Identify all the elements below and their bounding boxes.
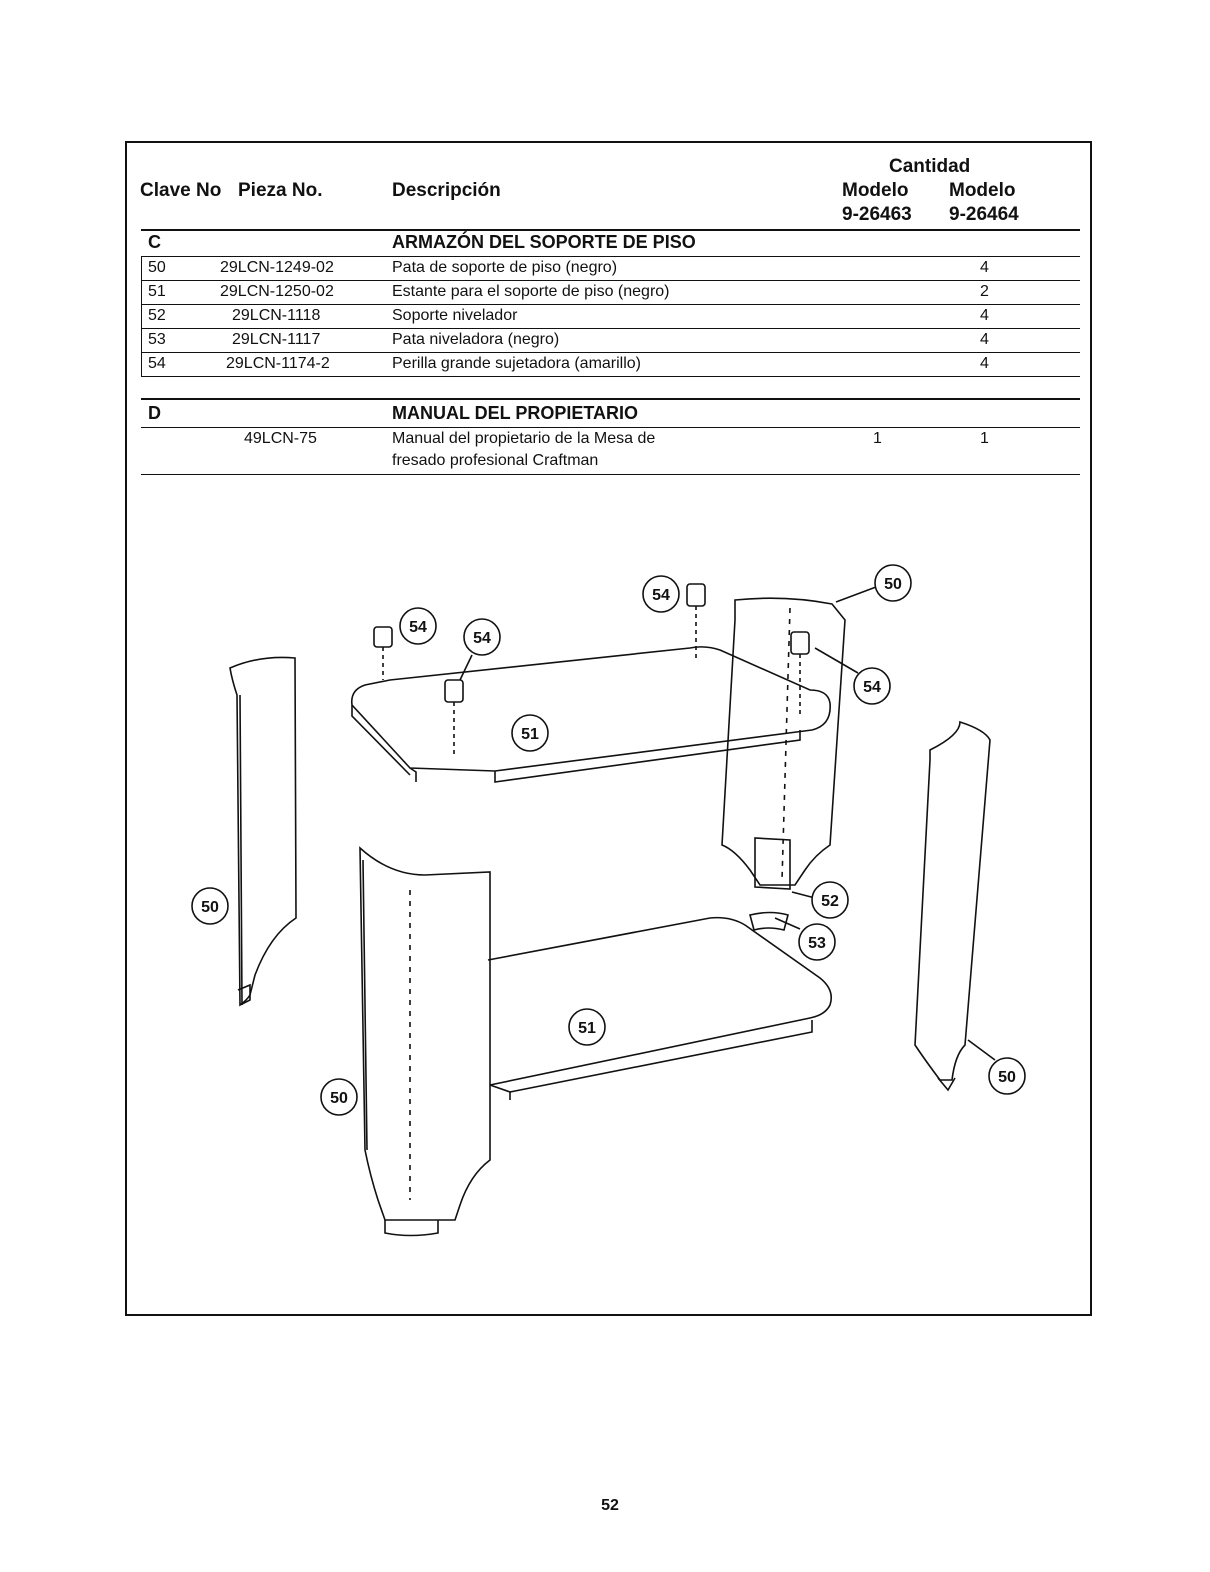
table-row-pieza: 29LCN-1174-2	[226, 355, 330, 372]
table-row-qty-a: 1	[873, 430, 882, 447]
callout-54-label: 54	[409, 619, 427, 636]
table-row-qty-b: 4	[980, 307, 989, 324]
page-number: 52	[601, 1497, 619, 1514]
callout-52-label: 52	[821, 893, 839, 910]
table-row-pieza: 29LCN-1118	[232, 307, 321, 324]
section-d-title: MANUAL DEL PROPIETARIO	[392, 403, 639, 423]
callout-50-label: 50	[998, 1069, 1016, 1086]
callout-54-label: 54	[652, 587, 670, 604]
section-c-key: C	[148, 232, 161, 252]
callout-51-label: 51	[578, 1020, 596, 1037]
cantidad-header: Cantidad	[889, 156, 971, 177]
table-row-clave: 52	[148, 307, 166, 324]
table-row-qty-b: 2	[980, 283, 989, 300]
descripcion-header: Descripción	[392, 180, 501, 201]
callout-50-label: 50	[884, 576, 902, 593]
table-row-pieza: 49LCN-75	[244, 430, 317, 447]
modelo-a-number: 9-26463	[842, 204, 912, 225]
modelo-b-number: 9-26464	[949, 204, 1019, 225]
table-row-pieza: 29LCN-1250-02	[220, 283, 334, 300]
table-row-clave: 53	[148, 331, 166, 348]
knob-drawings	[374, 584, 809, 755]
section-d-key: D	[148, 403, 161, 423]
table-row-qty-b: 4	[980, 355, 989, 372]
table-row-desc: Perilla grande sujetadora (amarillo)	[392, 355, 642, 372]
modelo-b-header: Modelo	[949, 180, 1016, 201]
lower-shelf-drawing	[488, 918, 831, 1100]
table-row-desc: Soporte nivelador	[392, 307, 518, 324]
callout-54-label: 54	[473, 630, 491, 647]
table-row-pieza: 29LCN-1117	[232, 331, 321, 348]
table-row-qty-b: 4	[980, 331, 989, 348]
left-leg-drawing	[230, 657, 296, 1005]
callout-54-label: 54	[863, 679, 881, 696]
table-row-qty-b: 4	[980, 259, 989, 276]
callout-50-label: 50	[330, 1090, 348, 1107]
table-row-desc: Estante para el soporte de piso (negro)	[392, 283, 670, 300]
callout-circles	[192, 565, 1025, 1115]
callout-leaders	[460, 587, 995, 1060]
table-row-qty-b: 1	[980, 430, 989, 447]
upper-shelf-drawing	[352, 647, 830, 782]
table-row-desc: Pata de soporte de piso (negro)	[392, 259, 618, 276]
table-row-clave: 54	[148, 355, 166, 372]
table-row-pieza: 29LCN-1249-02	[220, 259, 334, 276]
callout-50-label: 50	[201, 899, 219, 916]
callout-53-label: 53	[808, 935, 826, 952]
clave-header: Clave No	[140, 180, 222, 201]
back-right-leg-drawing	[722, 598, 845, 889]
table-row-desc-line2: fresado profesional Craftman	[392, 452, 599, 469]
table-row-desc: Pata niveladora (negro)	[392, 331, 560, 348]
table-row-desc-line1: Manual del propietario de la Mesa de	[392, 430, 656, 447]
callout-51-label: 51	[521, 726, 539, 743]
front-left-leg-drawing	[360, 848, 490, 1236]
section-c-title: ARMAZÓN DEL SOPORTE DE PISO	[392, 232, 696, 252]
modelo-a-header: Modelo	[842, 180, 909, 201]
table-row-clave: 51	[148, 283, 166, 300]
pieza-header: Pieza No.	[238, 180, 323, 201]
table-row-clave: 50	[148, 259, 166, 276]
right-leg-drawing	[915, 722, 990, 1090]
